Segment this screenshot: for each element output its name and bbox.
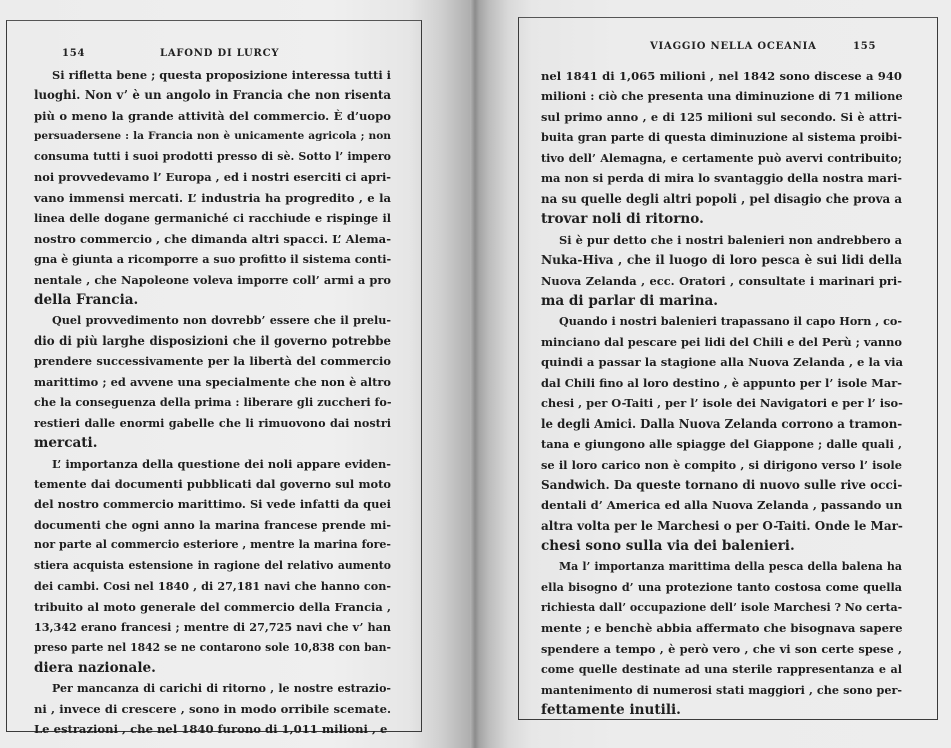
text-line: nentale , che Napoleone voleva imporre coll’ armi a pro [34, 272, 391, 287]
text-line: Sandwich. Da queste tornano di nuovo sulle rive occi- [541, 478, 903, 492]
text-line: sul primo anno , e di 125 milioni sul secondo. Si è attri- [541, 109, 902, 124]
text-line: mente ; e benchè abbia affermato che bisognava sapere [541, 621, 903, 636]
text-line: Si rifletta bene ; questa proposizione interessa tutti i [52, 68, 391, 82]
text-line: del nostro commercio marittimo. Si vede infatti da quei [34, 497, 391, 512]
text-line: Le estrazioni , che nel 1840 furono di 1,011 milioni , e [34, 722, 388, 737]
text-line: Quando i nostri balenieri trapassano il capo Horn , co- [559, 314, 902, 329]
text-line: milioni : ciò che presenta una diminuzione di 71 milione [541, 89, 903, 104]
text-line: Quel provvedimento non dovrebb’ essere che il prelu- [52, 313, 391, 328]
text-line: tribuito al moto generale del commercio della Francia , [34, 599, 391, 614]
text-line: linea delle dogane germaniché ci racchiude e rispinge il [34, 211, 391, 226]
right-running-head: VIAGGIO NELLA OCEANIA [650, 41, 817, 52]
text-line: marittimo ; ed avvene una specialmente che non è altro [34, 374, 391, 389]
left-running-head: LAFOND DI LURCY [160, 48, 280, 59]
text-line: Per mancanza di carichi di ritorno , le nostre estrazio- [52, 681, 391, 695]
text-line: documenti che ogni anno la marina francese prende mi- [34, 517, 391, 532]
text-line: più o meno la grande attività del commercio. È d’uopo [34, 108, 391, 123]
text-line: tivo dell’ Alemagna, e certamente può avervi contribuito; [541, 150, 902, 165]
text-line: restieri dalle enormi gabelle che li rimuovono dai nostri [34, 415, 391, 430]
text-line: Nuka-Hiva , che il luogo di loro pesca è sui lidi della [541, 253, 902, 268]
text-line: spendere a tempo , è però vero , che vi son certe spese , [541, 641, 902, 656]
text-line: gna è giunta a ricomporre a suo profitto il sistema conti- [34, 252, 392, 267]
text-line: mercati. [34, 435, 98, 452]
text-line: se il loro carico non è compito , si dirigono verso l’ isole [541, 457, 902, 472]
text-line: stiera acquista estensione in ragione del relativo aumento [34, 558, 391, 572]
text-line: nel 1841 di 1,065 milioni , nel 1842 sono discese a 940 [541, 69, 902, 83]
right-page-number: 155 [853, 41, 877, 52]
text-line: preso parte nel 1842 se ne contarono sole 10,838 con ban- [34, 640, 391, 654]
text-line: come quelle destinate ad una sterile rappresentanza e al [541, 662, 902, 677]
text-line: L’ importanza della questione dei noli appare eviden- [52, 456, 391, 471]
text-line: dei cambi. Cosi nel 1840 , di 27,181 navi che hanno con- [34, 579, 391, 594]
text-line: le degli Amici. Dalla Nuova Zelanda corrono a tramon- [541, 416, 903, 431]
text-line: luoghi. Non v’ è un angolo in Francia che non risenta [34, 88, 391, 103]
text-line: dio di più larghe disposizioni che il governo potrebbe [34, 333, 391, 348]
text-line: nostro commercio , che dimanda altri spacci. L’ Alema- [34, 231, 391, 246]
text-line: ni , invece di crescere , sono in modo orribile scemate. [34, 701, 391, 716]
text-line: noi provvedevamo l’ Europa , ed i nostri eserciti ci apri- [34, 170, 391, 185]
text-line: mantenimento di numerosi stati maggiori , che sono per- [541, 682, 902, 697]
text-line: ma di parlar di marina. [541, 292, 719, 309]
text-line: che la conseguenza della prima : liberare gli zuccheri fo- [34, 395, 392, 410]
text-line: Si è pur detto che i nostri balenieri non andrebbero a [559, 232, 902, 247]
text-line: richiesta dall’ occupazione dell’ isole Marchesi ? No certa- [541, 600, 903, 614]
text-line: tana e giungono alle spiagge del Giappone ; dalle quali , [541, 437, 902, 452]
text-line: prendere successivamente per la libertà del commercio [34, 354, 391, 369]
text-line: 13,342 erano francesi ; mentre di 27,725 navi che v’ han [34, 620, 391, 635]
text-line: ella bisogno d’ una protezione tanto costosa come quella [541, 580, 902, 595]
book-gutter [470, 0, 480, 748]
text-line: quindi a passar la stagione alla Nuova Zelanda , e la via [541, 355, 904, 370]
text-line: fettamente inutili. [541, 701, 681, 718]
text-line: temente dai documenti pubblicati dal governo sul moto [34, 477, 391, 491]
text-line: Ma l’ importanza marittima della pesca della balena ha [559, 559, 902, 573]
text-line: chesi sono sulla via dei balenieri. [541, 538, 795, 555]
text-line: nor parte al commercio esteriore , mentre la marina fore- [34, 538, 391, 552]
text-line: buita gran parte di questa diminuzione al sistema proibi- [541, 130, 902, 145]
text-line: ma non si perda di mira lo svantaggio della nostra mari- [541, 171, 902, 186]
text-line: trovar noli di ritorno. [541, 211, 704, 228]
text-line: vano immensi mercati. L’ industria ha progredito , e la [34, 190, 391, 205]
text-line: chesi , per O-Taiti , per l’ isole dei Navigatori e per l’ iso- [541, 396, 903, 411]
text-line: consuma tutti i suoi prodotti presso di sè. Sotto l’ impero [34, 149, 391, 163]
text-line: dentali d’ America ed alla Nuova Zelanda , passando un [541, 498, 903, 513]
text-line: diera nazionale. [34, 660, 156, 677]
text-line: persuadersene : la Francia non è unicamente agricola ; non [34, 130, 391, 143]
text-line: altra volta per le Marchesi o per O-Taiti. Onde le Mar- [541, 518, 903, 533]
text-line: Nuova Zelanda , ecc. Oratori , consultate i marinari pri- [541, 273, 902, 288]
left-page-number: 154 [62, 48, 86, 59]
text-line: na su quelle degli altri popoli , pel disagio che prova a [541, 191, 902, 206]
text-line: minciano dal pescare pei lidi del Chili e del Perù ; vanno [541, 334, 902, 349]
text-line: dal Chili fino al loro destino , è appunto per l’ isole Mar- [541, 375, 902, 390]
text-line: della Francia. [34, 291, 139, 308]
